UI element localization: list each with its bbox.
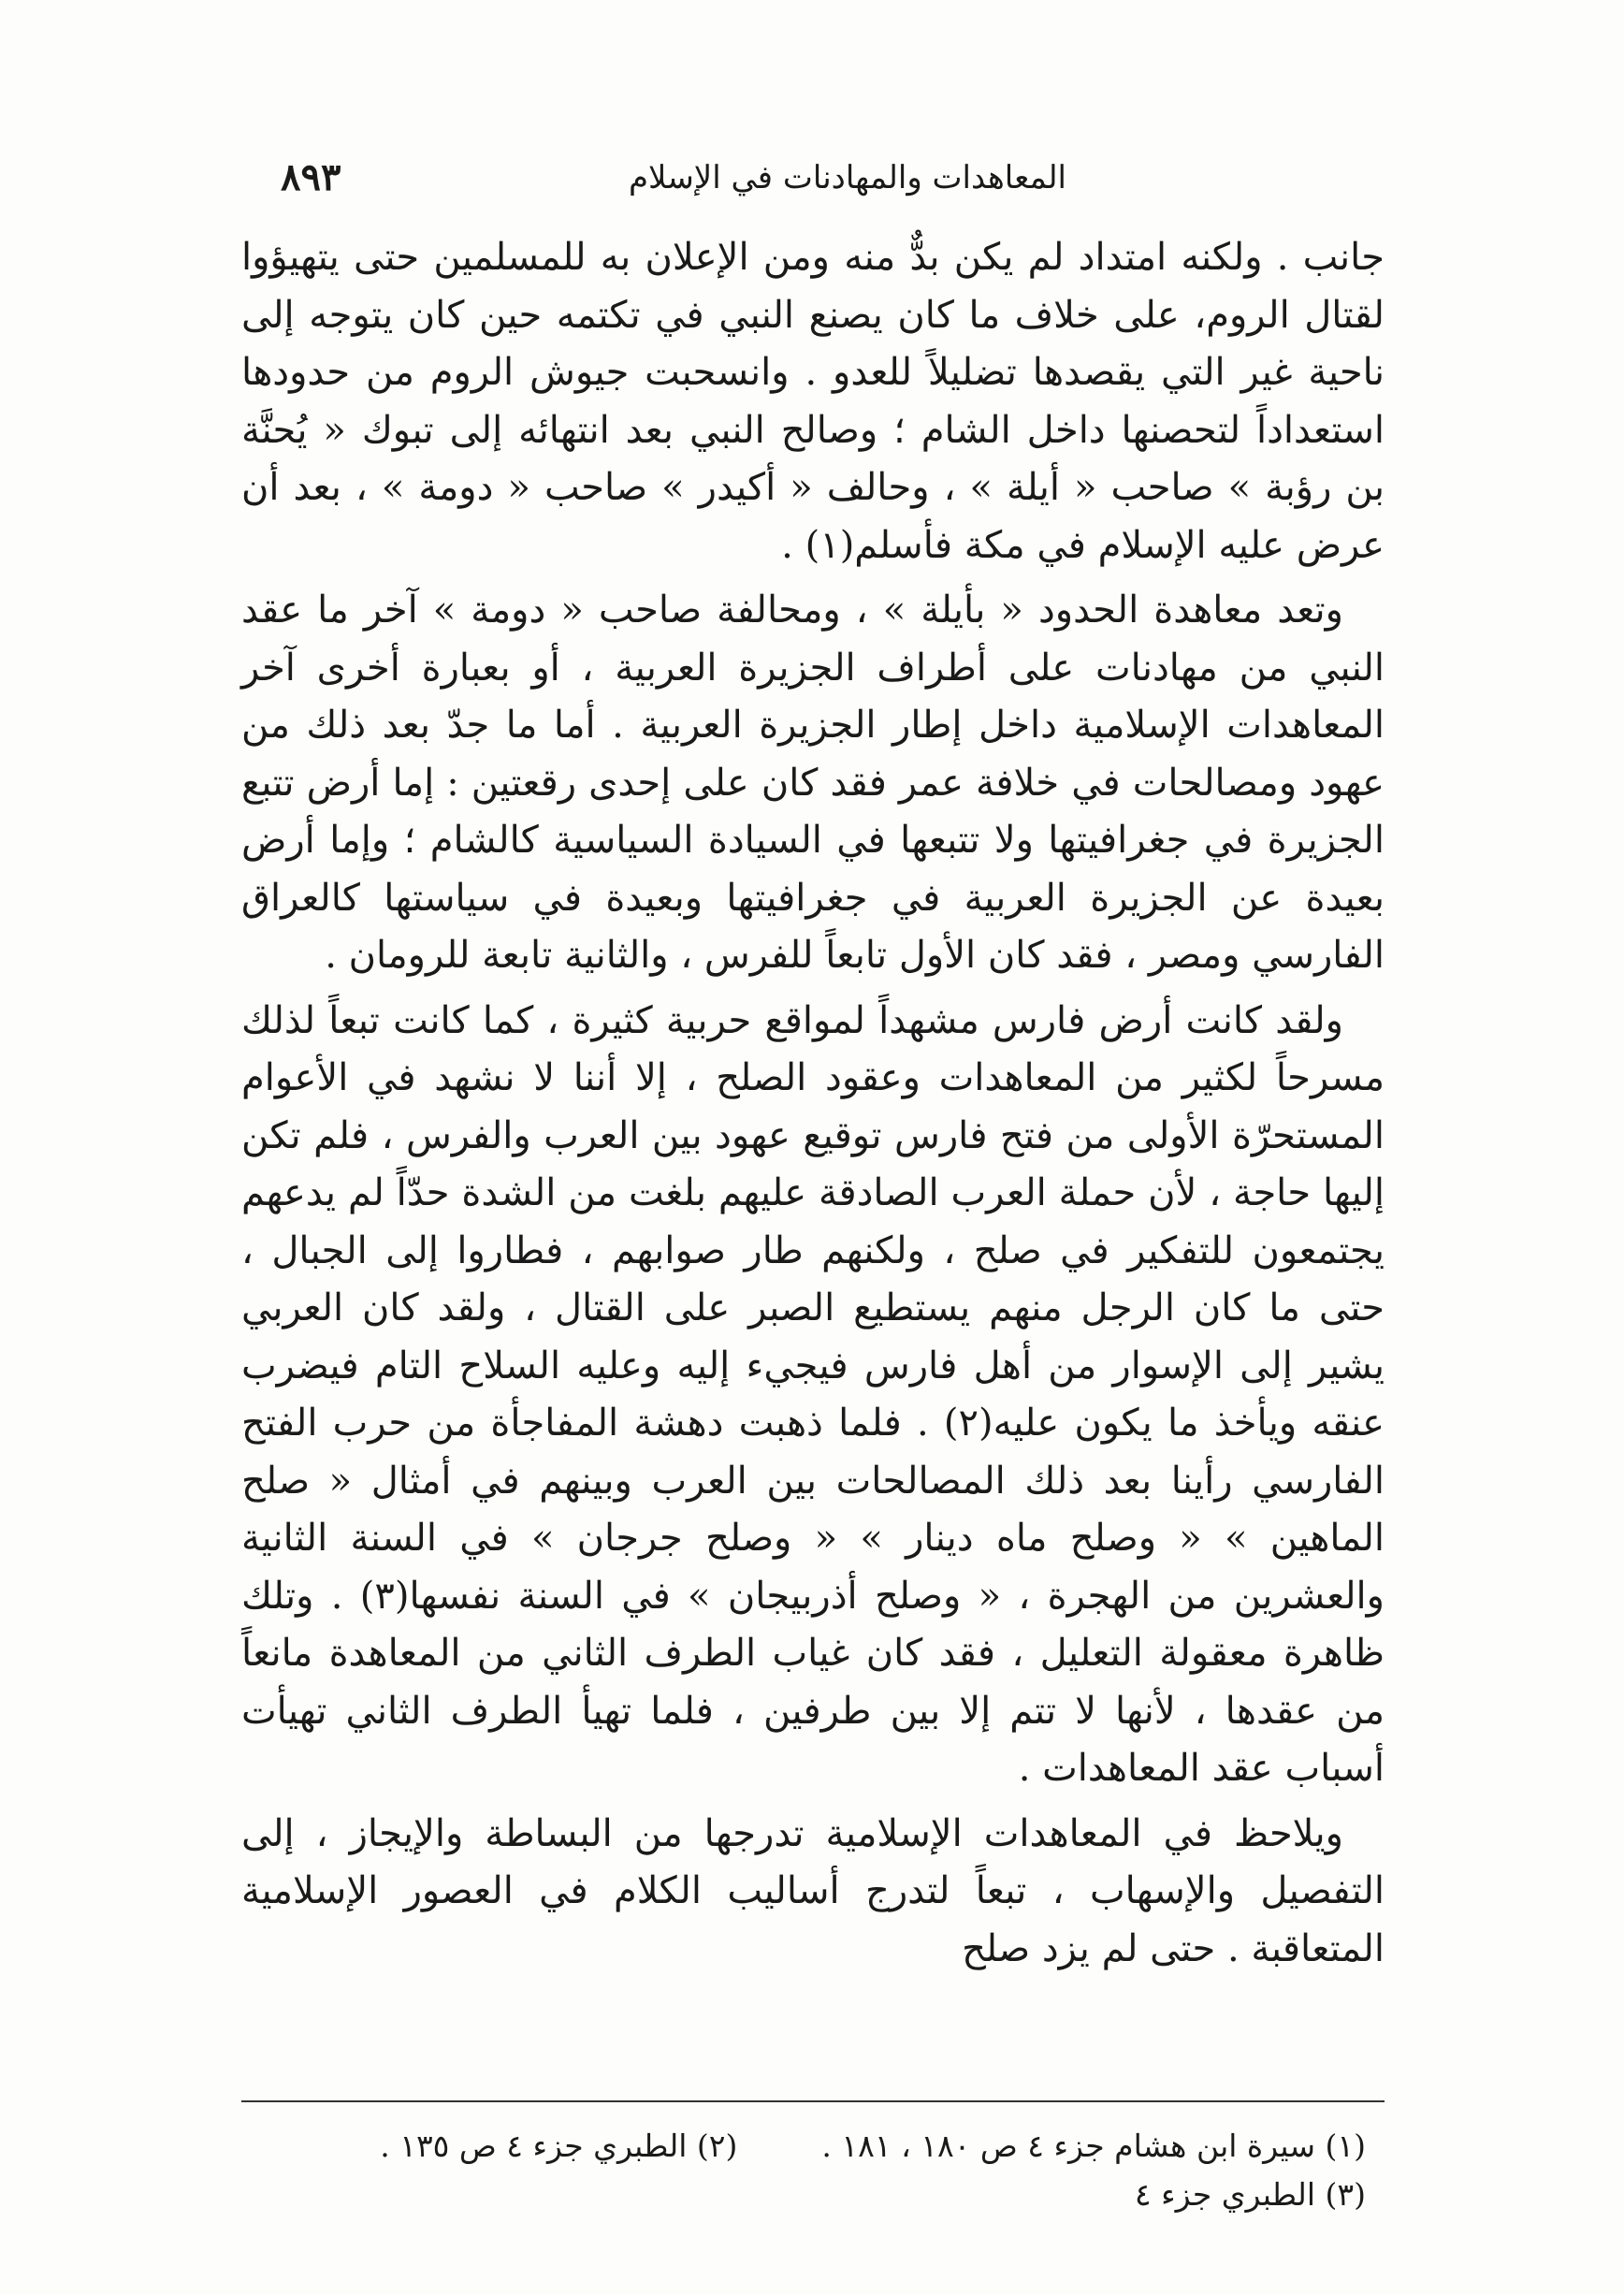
footnotes <box>241 2122 1385 2219</box>
running-title: المعاهدات والمهادنات في الإسلام <box>628 159 1066 196</box>
footnote-2: (٢) الطبري جزء ٤ ص ١٣٥ . <box>380 2128 738 2164</box>
page-header <box>281 150 1366 206</box>
paragraph-1: جانب . ولكنه امتداد لم يكن بدٌّ منه ومن الإعلان به للمسلمين حتى يتهيؤوا لقتال الروم، على خلاف ما كان يصنع النبي في تكتمه حين كان يتوجه إلى ناحية غير التي يقصدها تضليلاً للعدو . وانسحبت جيوش الروم من حدودها استعداداً لتحصنها داخل الشام ؛ وصالح النبي بعد انتهائه إلى تبوك « يُحنَّة بن رؤبة » صاحب « أيلة » ، وحالف « أكيدر » صاحب « دومة » ، بعد أن عرض عليه الإسلام في مكة فأسلم(١) . <box>241 236 1385 567</box>
footnote-row <box>241 2122 1366 2171</box>
page-number: ٨٩٣ <box>281 155 341 199</box>
footnote-1: (١) سيرة ابن هشام جزء ٤ ص ١٨٠ ، ١٨١ . <box>821 2128 1366 2164</box>
paragraph-4: ويلاحظ في المعاهدات الإسلامية تدرجها من البساطة والإيجاز ، إلى التفصيل والإسهاب ، تبعاً لتدرج أساليب الكلام في العصور الإسلامية المتعاقبة . حتى لم يزد صلح <box>241 1811 1385 1970</box>
footnote-divider <box>241 2100 1385 2102</box>
body-text <box>241 229 1385 1985</box>
footnote-row <box>241 2171 1366 2219</box>
paragraph-3: ولقد كانت أرض فارس مشهداً لمواقع حربية كثيرة ، كما كانت تبعاً لذلك مسرحاً لكثير من المعاهدات وعقود الصلح ، إلا أننا لا نشهد في الأعوام المستحرّة الأولى من فتح فارس توقيع عهود بين العرب والفرس ، فلم تكن إليها حاجة ، لأن حملة العرب الصادقة عليهم بلغت من الشدة حدّاً لم يدعهم يجتمعون للتفكير في صلح ، ولكنهم طار صوابهم ، فطاروا إلى الجبال ، حتى ما كان الرجل منهم يستطيع الصبر على القتال ، ولقد كان العربي يشير إلى الإسوار من أهل فارس فيجيء إليه وعليه السلاح التام فيضرب عنقه ويأخذ ما يكون عليه(٢) . فلما ذهبت دهشة المفاجأة من حرب الفتح الفارسي رأينا بعد ذلك المصالحات بين العرب وبينهم في أمثال « صلح الماهين » « وصلح ماه دينار » « وصلح جرجان » في السنة الثانية والعشرين من الهجرة ، « وصلح أذربيجان » في السنة نفسها(٣) . وتلك ظاهرة معقولة التعليل ، فقد كان غياب الطرف الثاني من المعاهدة مانعاً من عقدها ، لأنها لا تتم إلا بين طرفين ، فلما تهيأ الطرف الثاني تهيأت أسباب عقد المعاهدات . <box>241 998 1385 1790</box>
paragraph-2: وتعد معاهدة الحدود « بأيلة » ، ومحالفة صاحب « دومة » آخر ما عقد النبي من مهادنات على أطراف الجزيرة العربية ، أو بعبارة أخرى آخر المعاهدات الإسلامية داخل إطار الجزيرة العربية . أما ما جدّ بعد ذلك من عهود ومصالحات في خلافة عمر فقد كان على إحدى رقعتين : إما أرض تتبع الجزيرة في جغرافيتها ولا تتبعها في السيادة السياسية كالشام ؛ وإما أرض بعيدة عن الجزيرة العربية في جغرافيتها وبعيدة في سياستها كالعراق الفارسي ومصر ، فقد كان الأول تابعاً للفرس ، والثانية تابعة للرومان . <box>241 588 1385 977</box>
footnote-spacer <box>737 2122 821 2171</box>
footnote-3: (٣) الطبري جزء ٤ <box>1134 2176 1366 2213</box>
